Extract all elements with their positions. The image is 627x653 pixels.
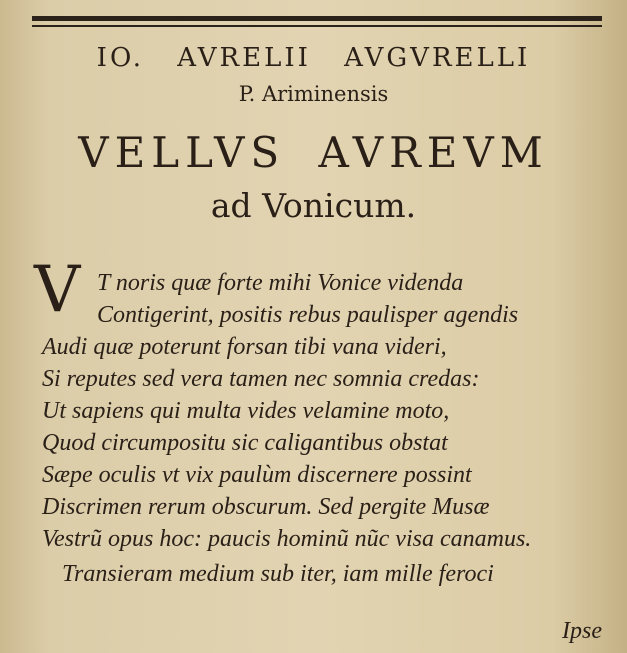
top-rule bbox=[32, 16, 602, 21]
verse-line-1: T noris quæ forte mihi Vonice videnda bbox=[97, 270, 464, 296]
verse-line-2: Contigerint, positis rebus paulisper agendis bbox=[97, 302, 519, 328]
poem-title: VELLVS AVREVM bbox=[78, 128, 549, 177]
verse-line-4: Si reputes sed vera tamen nec somnia credas: bbox=[42, 366, 480, 392]
catchword: Ipse bbox=[562, 618, 602, 644]
verse-line-6: Quod circumpositu sic caligantibus obstat bbox=[42, 430, 448, 456]
drop-cap: V bbox=[34, 253, 81, 327]
poem-subtitle: ad Vonicum. bbox=[210, 186, 417, 225]
verse-line-7: Sæpe oculis vt vix paulùm discernere possint bbox=[42, 462, 472, 488]
origin-line: P. Ariminensis bbox=[238, 82, 389, 106]
verse-line-8: Discrimen rerum obscurum. Sed pergite Musæ bbox=[42, 494, 490, 520]
verse-line-9: Vestrũ opus hoc: paucis hominũ nũc visa canamus. bbox=[42, 526, 532, 552]
top-rule-thin bbox=[32, 25, 602, 27]
verse-line-5: Ut sapiens qui multa vides velamine moto, bbox=[42, 398, 450, 424]
verse-line-10: Transieram medium sub iter, iam mille feroci bbox=[62, 561, 494, 587]
verse-line-3: Audi quæ poterunt forsan tibi vana videri, bbox=[42, 334, 447, 360]
author-line: IO. AVRELII AVGVRELLI bbox=[96, 43, 531, 73]
